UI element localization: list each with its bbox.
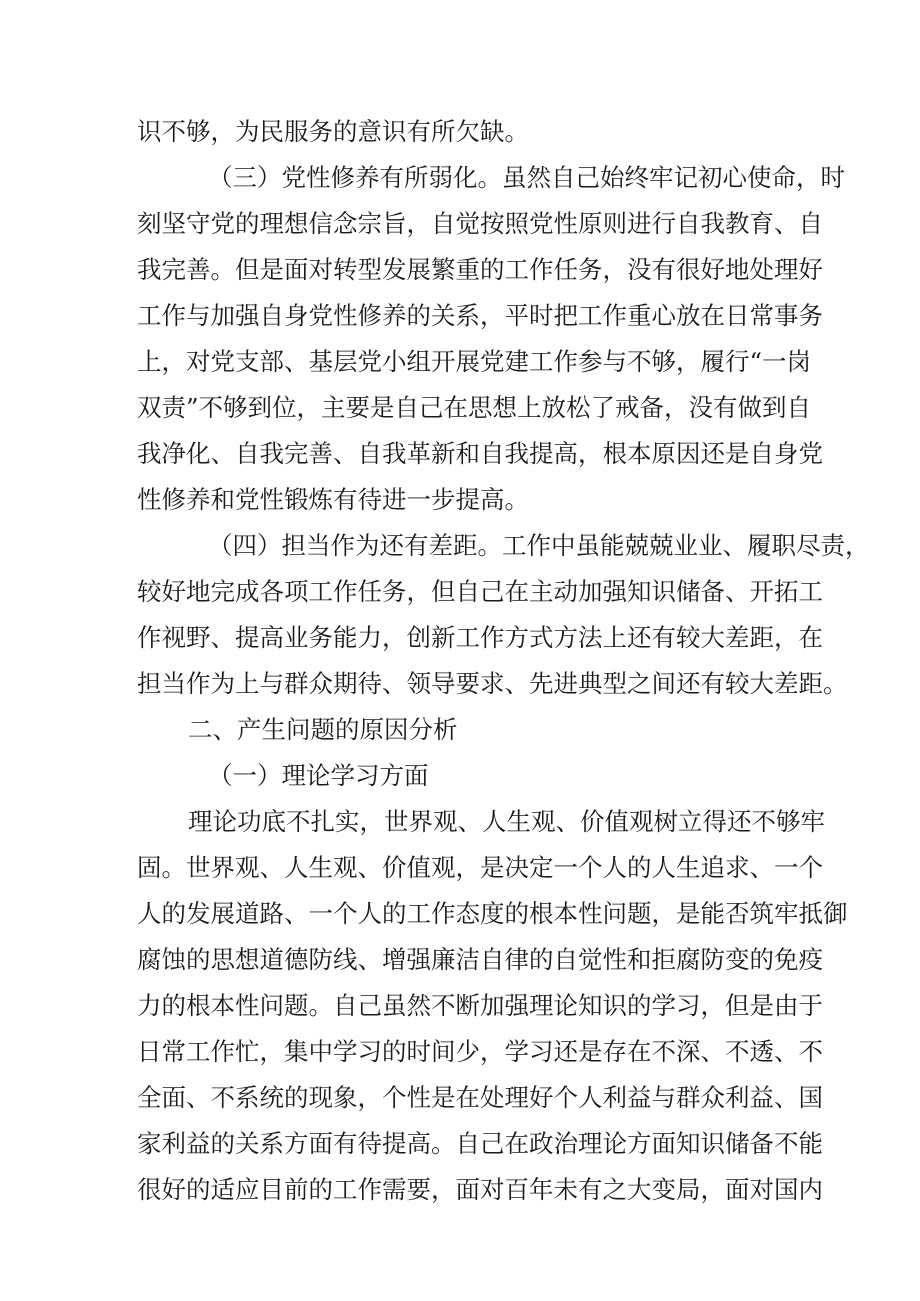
text-line: 性修养和党性锻炼有待进一步提高。 xyxy=(137,485,529,514)
text-line: 理论功底不扎实，世界观、人生观、价值观树立得还不够牢 xyxy=(188,807,825,836)
text-line: 刻坚守党的理想信念宗旨，自觉按照党性原则进行自我教育、自 xyxy=(137,209,823,238)
text-line: 担当作为上与群众期待、领导要求、先进典型之间还有较大差距。 xyxy=(137,669,848,698)
text-line: 双责”不够到位，主要是自己在思想上放松了戒备，没有做到自 xyxy=(137,393,812,422)
text-line: （三）党性修养有所弱化。虽然自己始终牢记初心使命，时 xyxy=(208,163,845,192)
text-line: 作视野、提高业务能力，创新工作方式方法上还有较大差距，在 xyxy=(137,623,823,652)
text-line: 我净化、自我完善、自我革新和自我提高，根本原因还是自身党 xyxy=(137,439,823,468)
text-line: 我完善。但是面对转型发展繁重的工作任务，没有很好地处理好 xyxy=(137,255,823,284)
text-line: 上，对党支部、基层党小组开展党建工作参与不够，履行“一岗 xyxy=(137,347,812,376)
text-line: 较好地完成各项工作任务，但自己在主动加强知识储备、开拓工 xyxy=(137,577,823,606)
text-line: 腐蚀的思想道德防线、增强廉洁自律的自觉性和拒腐防变的免疫 xyxy=(137,945,823,974)
text-line: 人的发展道路、一个人的工作态度的根本性问题，是能否筑牢抵御 xyxy=(137,899,848,928)
text-line: （四）担当作为还有差距。工作中虽能兢兢业业、履职尽责， xyxy=(208,531,870,560)
text-line: 力的根本性问题。自己虽然不断加强理论知识的学习，但是由于 xyxy=(137,991,823,1020)
section-heading: 二、产生问题的原因分析 xyxy=(188,715,458,744)
subsection-heading: （一）理论学习方面 xyxy=(208,761,429,790)
text-line: 工作与加强自身党性修养的关系，平时把工作重心放在日常事务 xyxy=(137,301,823,330)
text-line: 识不够，为民服务的意识有所欠缺。 xyxy=(137,117,529,146)
text-line: 很好的适应目前的工作需要，面对百年未有之大变局，面对国内 xyxy=(137,1175,823,1204)
text-line: 固。世界观、人生观、价值观，是决定一个人的人生追求、一个 xyxy=(137,853,823,882)
text-line: 家利益的关系方面有待提高。自己在政治理论方面知识储备不能 xyxy=(137,1129,823,1158)
text-line: 全面、不系统的现象，个性是在处理好个人利益与群众利益、国 xyxy=(137,1083,823,1112)
text-line: 日常工作忙，集中学习的时间少，学习还是存在不深、不透、不 xyxy=(137,1037,823,1066)
